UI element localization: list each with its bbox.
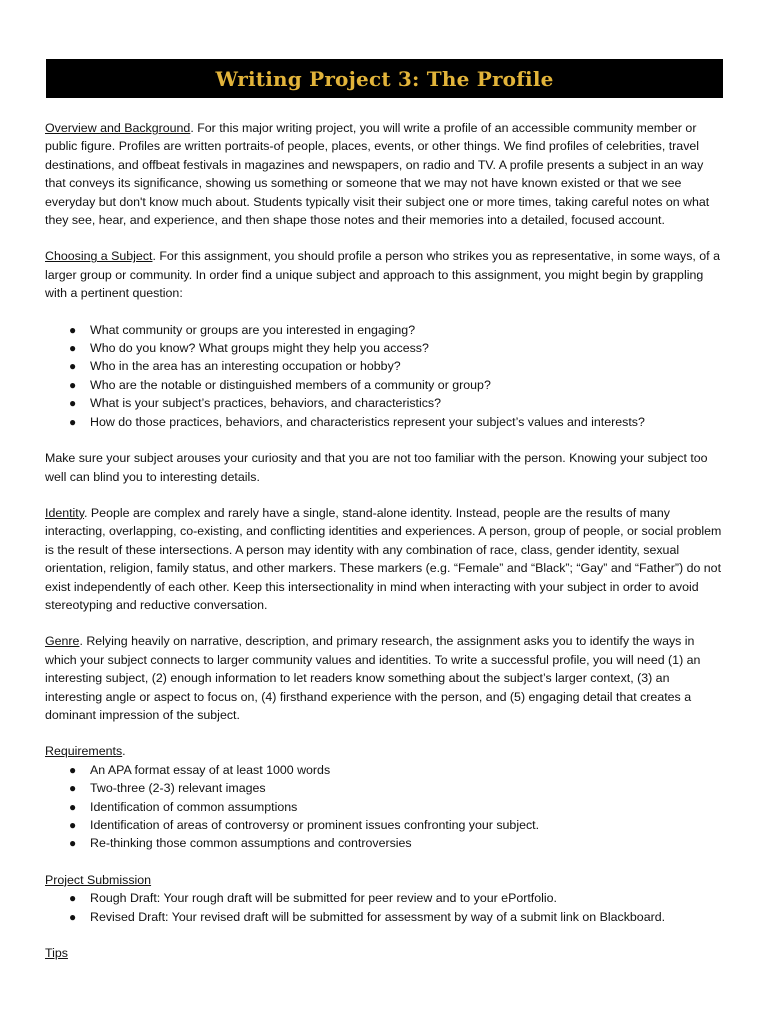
requirements-heading: Requirements. bbox=[45, 744, 126, 759]
list-item: ● What community or groups are you interested in engaging? bbox=[69, 322, 416, 337]
genre-paragraph bbox=[45, 632, 723, 724]
followup-paragraph: Make sure your subject arouses your curiosity and that you are not too familiar with the person. Knowing your subject too well can blind you to interesting details. bbox=[45, 451, 708, 484]
list-item: ● An APA format essay of at least 1000 words bbox=[69, 762, 331, 777]
identity-text: . People are complex and rarely have a single, stand-alone identity. Instead, people are the results of many interacting, overlapping, co-existing, and conflicting identities and experiences. A person, group of people, or social problem is the result of these intersections. A person may identity with any combination of race, class, gender identity, sexual orientation, religion, family status, and other markers. These markers (e.g. “Female” and “Black”; “Gay” and “Father”) do not exist independently of each other. Keep this intersectionality in mind when interacting with your subject in order to avoid stereotyping and reductive conversation. bbox=[45, 505, 722, 612]
list-item: ● Identification of common assumptions bbox=[69, 799, 298, 814]
submission-heading: Project Submission bbox=[45, 872, 152, 887]
list-item: ● Revised Draft: Your revised draft will be submitted for assessment by way of a submit link on Blackboard. bbox=[69, 909, 666, 924]
title-banner bbox=[46, 59, 723, 98]
list-item: ● Identification of areas of controversy or prominent issues confronting your subject. bbox=[69, 818, 540, 832]
list-item: ● Rough Draft: Your rough draft will be submitted for peer review and to your ePortfolio. bbox=[69, 891, 557, 906]
list-item: ● How do those practices, behaviors, and characteristics represent your subject’s values and interests? bbox=[69, 414, 645, 429]
genre-heading: Genre bbox=[45, 634, 80, 649]
choosing-heading: Choosing a Subject bbox=[45, 249, 153, 264]
page-title: Writing Project 3: The Profile bbox=[215, 66, 554, 91]
list-item: ● Who are the notable or distinguished members of a community or group? bbox=[69, 377, 491, 392]
list-item: ● What is your subject’s practices, behaviors, and characteristics? bbox=[69, 396, 441, 411]
overview-heading: Overview and Background bbox=[45, 121, 191, 135]
list-item: ● Re-thinking those common assumptions and controversies bbox=[69, 836, 412, 851]
identity-paragraph bbox=[45, 504, 723, 614]
identity-heading: Identity bbox=[45, 505, 85, 520]
submission-list bbox=[45, 889, 723, 926]
overview-paragraph bbox=[45, 119, 723, 229]
list-item: ● Who in the area has an interesting occupation or hobby? bbox=[69, 359, 401, 374]
genre-text: . Relying heavily on narrative, description, and primary research, the assignment asks you to identify the ways in which your subject connects to larger community values and identities. To write a successful profile, you will need (1) an interesting subject, (2) enough information to let readers know something about the subject’s larger context, (3) an interesting angle or aspect to focus on, (4) firsthand experience with the person, and (5) engaging detail that creates a dominant impression of the subject. bbox=[45, 634, 701, 722]
question-list bbox=[45, 321, 723, 431]
tips-heading: Tips bbox=[45, 946, 68, 961]
list-item: ● Who do you know? What groups might they help you access? bbox=[69, 341, 429, 356]
document-body bbox=[45, 119, 723, 962]
overview-text: . For this major writing project, you will write a profile of an accessible community member or public figure. Profiles are written portraits-of people, places, events, or other things. We find profiles of celebrities, travel destinations, and offbeat festivals in magazines and newspapers, on radio and TV. A profile presents a subject in an way that conveys its significance, showing us something or someone that we may not have known existed or that we see everyday but don't know much about. Students typically visit their subject one or more times, taking careful notes on what they see, hear, and experience, and then shape those notes and their memories into a detailed, focused account. bbox=[45, 121, 710, 228]
choosing-text: . For this assignment, you should profile a person who strikes you as representative, in some ways, of a larger group or community. In order find a unique subject and approach to this assignment, you might begin by grappling with a pertinent question: bbox=[45, 249, 720, 301]
list-item: ● Two-three (2-3) relevant images bbox=[69, 781, 266, 796]
requirements-list bbox=[45, 761, 723, 853]
choosing-paragraph bbox=[45, 247, 723, 302]
